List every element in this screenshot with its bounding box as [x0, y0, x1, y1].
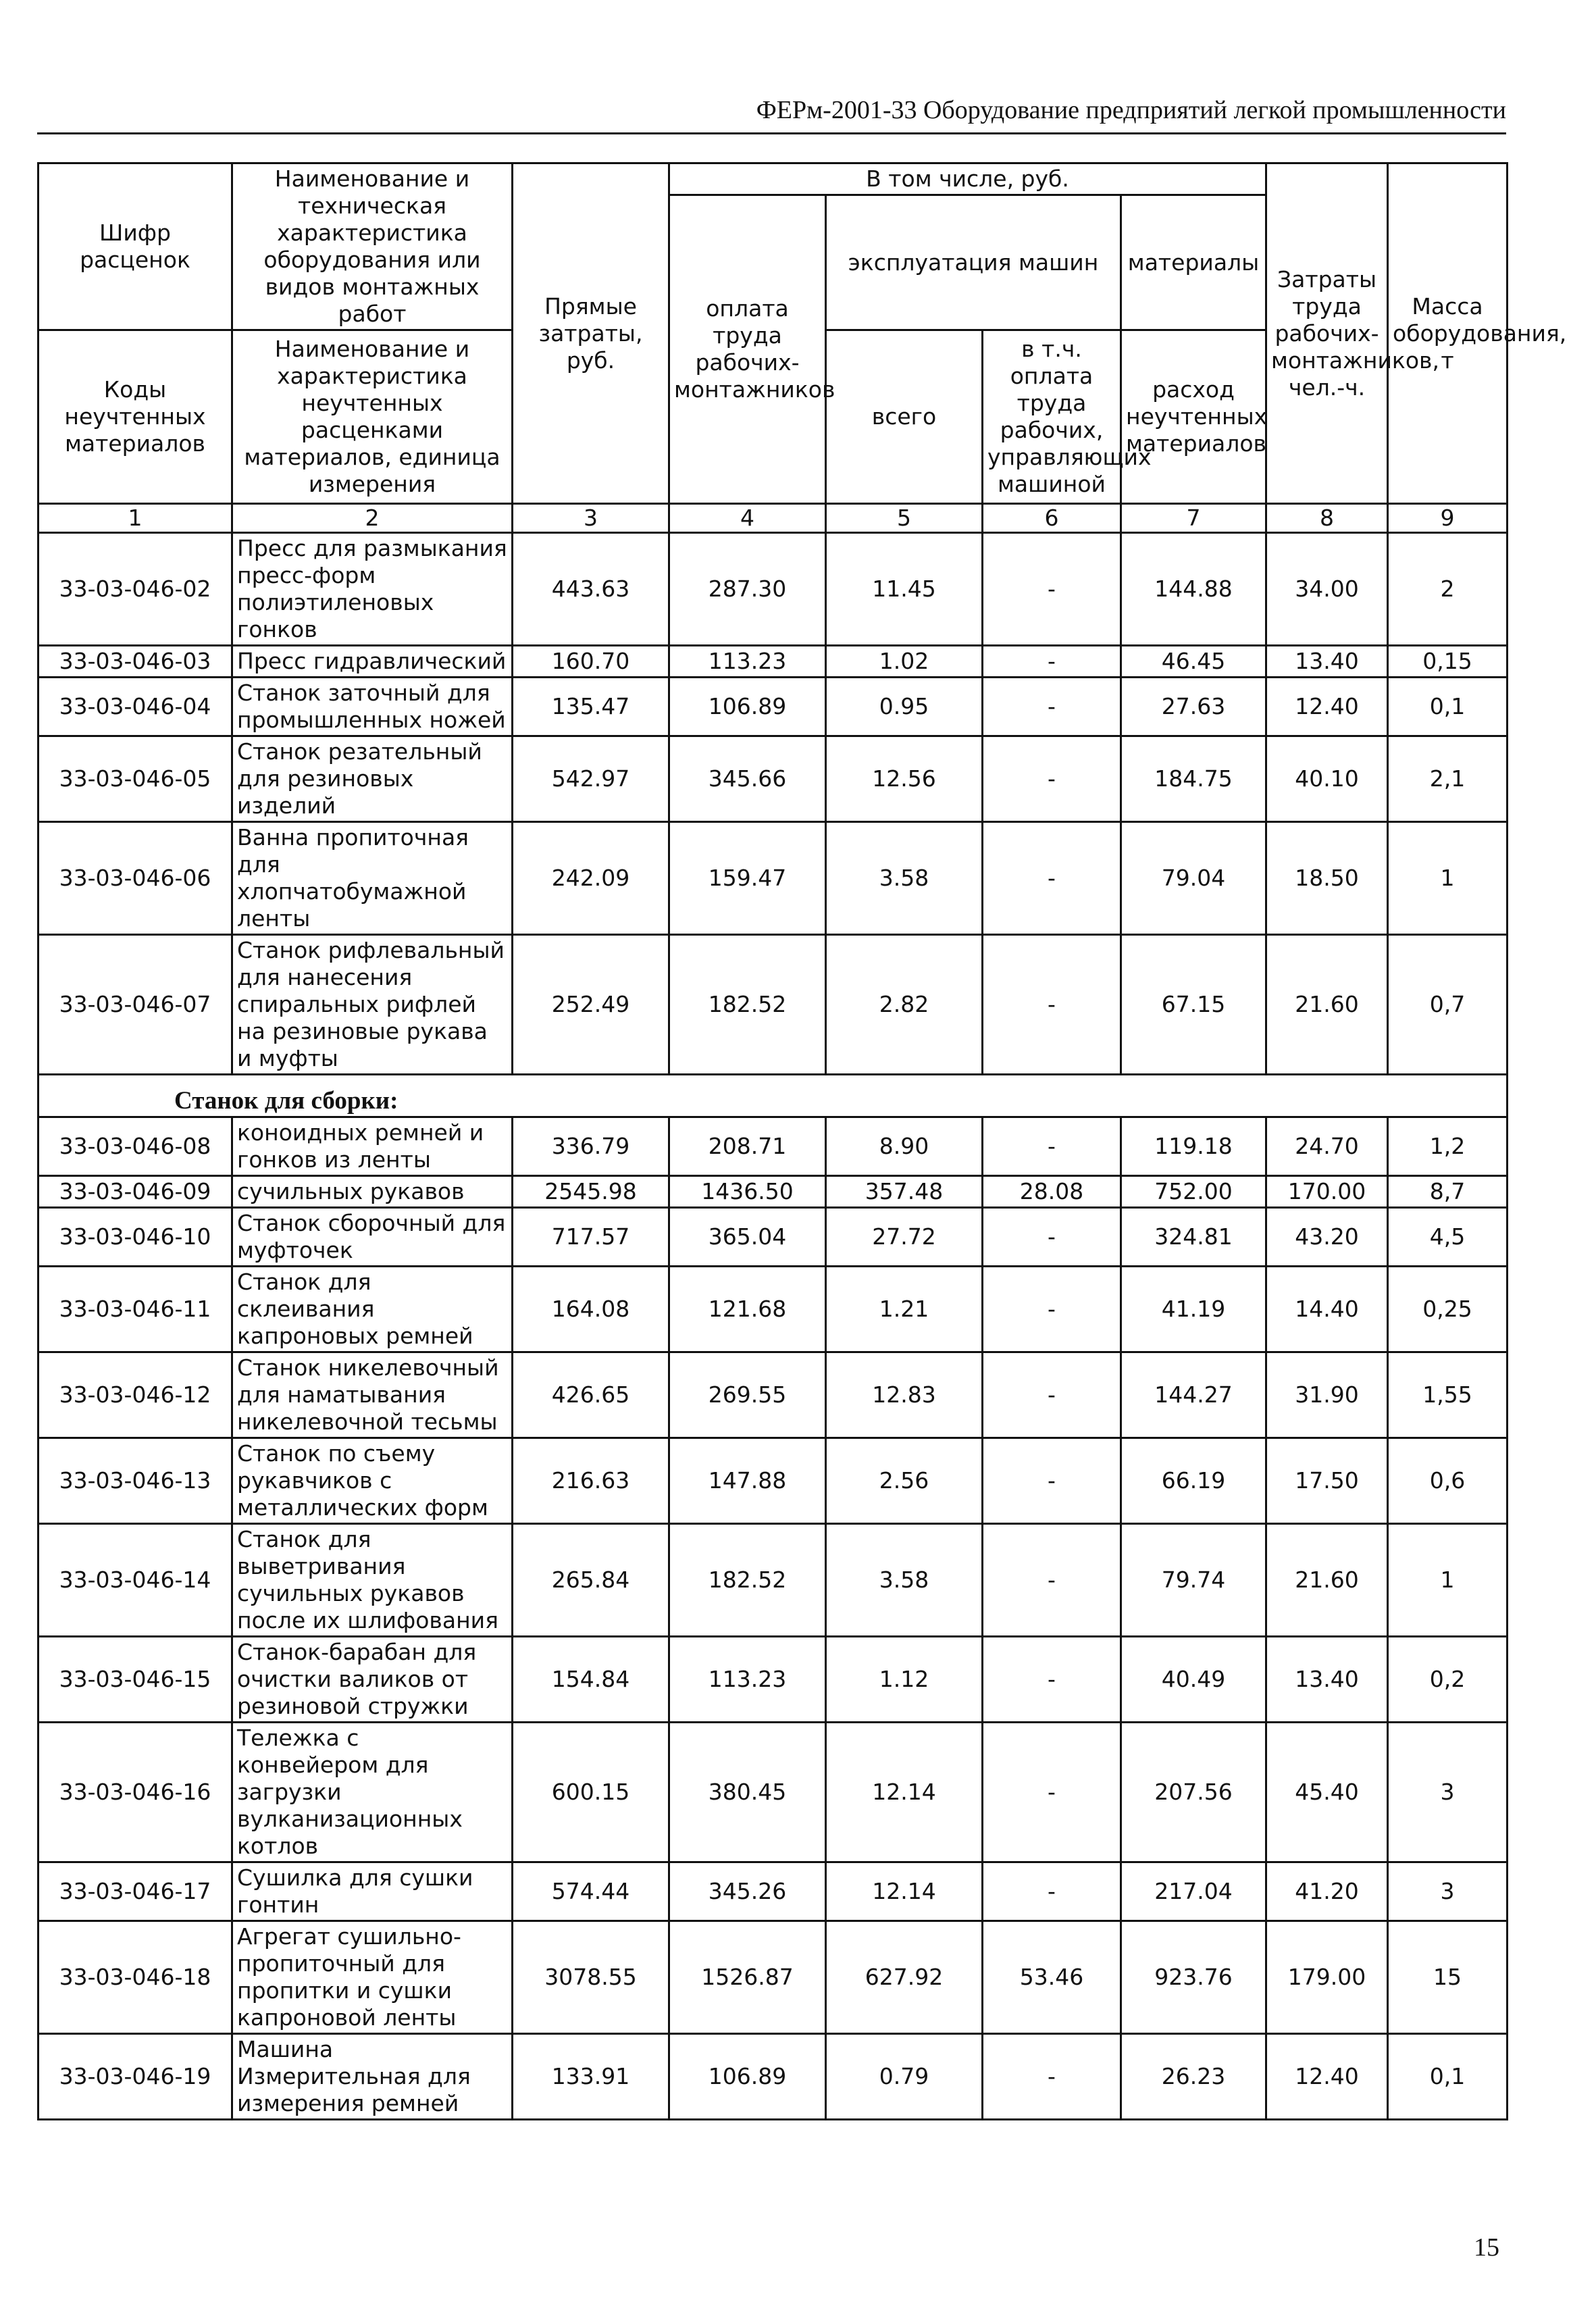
- rate-code: 33-03-046-04: [38, 678, 232, 736]
- header-wages: оплата труда рабочих-монтажников: [669, 195, 826, 504]
- direct-costs: 164.08: [513, 1267, 669, 1352]
- header-name: Наименование и техническая характеристика оборудования или видов монтажных работ: [232, 163, 513, 330]
- equipment-name: Станок заточный для промышленных ножей: [232, 678, 513, 736]
- mass: 1: [1388, 1524, 1508, 1637]
- materials: 119.18: [1121, 1117, 1266, 1176]
- materials: 26.23: [1121, 2034, 1266, 2120]
- labor: 12.40: [1266, 678, 1388, 736]
- machines-total: 12.56: [826, 736, 983, 822]
- wages: 106.89: [669, 2034, 826, 2120]
- table-row: [38, 1862, 1508, 1921]
- mass: 0,2: [1388, 1637, 1508, 1723]
- materials: 79.04: [1121, 822, 1266, 935]
- machines-total: 0.95: [826, 678, 983, 736]
- column-number: 6: [983, 504, 1121, 533]
- materials: 144.27: [1121, 1352, 1266, 1438]
- wages: 287.30: [669, 533, 826, 646]
- rate-code: 33-03-046-03: [38, 646, 232, 678]
- table-row: [38, 1921, 1508, 2034]
- rate-code: 33-03-046-19: [38, 2034, 232, 2120]
- machines-wages: -: [983, 736, 1121, 822]
- column-number: 3: [513, 504, 669, 533]
- labor: 43.20: [1266, 1208, 1388, 1267]
- direct-costs: 336.79: [513, 1117, 669, 1176]
- machines-total: 12.83: [826, 1352, 983, 1438]
- labor: 45.40: [1266, 1723, 1388, 1862]
- column-number: 9: [1388, 504, 1508, 533]
- table-row: [38, 1524, 1508, 1637]
- materials: 66.19: [1121, 1438, 1266, 1524]
- labor: 21.60: [1266, 1524, 1388, 1637]
- direct-costs: 252.49: [513, 935, 669, 1075]
- labor: 31.90: [1266, 1352, 1388, 1438]
- machines-wages: -: [983, 1352, 1121, 1438]
- materials: 144.88: [1121, 533, 1266, 646]
- direct-costs: 133.91: [513, 2034, 669, 2120]
- materials: 207.56: [1121, 1723, 1266, 1862]
- machines-total: 2.56: [826, 1438, 983, 1524]
- machines-total: 8.90: [826, 1117, 983, 1176]
- table-row: [38, 533, 1508, 646]
- mass: 4,5: [1388, 1208, 1508, 1267]
- table-row: [38, 1208, 1508, 1267]
- section-title: Станок для сборки:: [38, 1075, 1508, 1117]
- materials: 40.49: [1121, 1637, 1266, 1723]
- column-numbers-row: [38, 504, 1508, 533]
- labor: 14.40: [1266, 1267, 1388, 1352]
- labor: 18.50: [1266, 822, 1388, 935]
- machines-total: 27.72: [826, 1208, 983, 1267]
- mass: 8,7: [1388, 1176, 1508, 1208]
- mass: 0,1: [1388, 2034, 1508, 2120]
- mass: 3: [1388, 1723, 1508, 1862]
- direct-costs: 2545.98: [513, 1176, 669, 1208]
- equipment-name: Станок сборочный для муфточек: [232, 1208, 513, 1267]
- materials: 67.15: [1121, 935, 1266, 1075]
- direct-costs: 154.84: [513, 1637, 669, 1723]
- header-including: В том числе, руб.: [669, 163, 1266, 195]
- table-row: [38, 1117, 1508, 1176]
- equipment-name: Тележка с конвейером для загрузки вулканизационных котлов: [232, 1723, 513, 1862]
- rate-code: 33-03-046-18: [38, 1921, 232, 2034]
- section-row: [38, 1075, 1508, 1117]
- machines-total: 3.58: [826, 822, 983, 935]
- labor: 13.40: [1266, 646, 1388, 678]
- equipment-name: Станок никелевочный для наматывания никелевочной тесьмы: [232, 1352, 513, 1438]
- mass: 0,25: [1388, 1267, 1508, 1352]
- header-machines-wages: в т.ч. оплата труда рабочих, управляющих машиной: [983, 330, 1121, 504]
- mass: 2: [1388, 533, 1508, 646]
- table-body-b: [38, 1117, 1508, 2120]
- labor: 170.00: [1266, 1176, 1388, 1208]
- machines-wages: 28.08: [983, 1176, 1121, 1208]
- wages: 208.71: [669, 1117, 826, 1176]
- machines-total: 12.14: [826, 1862, 983, 1921]
- machines-wages: -: [983, 646, 1121, 678]
- column-number: 2: [232, 504, 513, 533]
- equipment-name: Станок резательный для резиновых изделий: [232, 736, 513, 822]
- wages: 269.55: [669, 1352, 826, 1438]
- materials: 41.19: [1121, 1267, 1266, 1352]
- machines-wages: -: [983, 1862, 1121, 1921]
- machines-wages: -: [983, 1524, 1121, 1637]
- wages: 345.66: [669, 736, 826, 822]
- machines-total: 1.21: [826, 1267, 983, 1352]
- direct-costs: 242.09: [513, 822, 669, 935]
- materials: 752.00: [1121, 1176, 1266, 1208]
- wages: 106.89: [669, 678, 826, 736]
- equipment-name: Станок для склеивания капроновых ремней: [232, 1267, 513, 1352]
- table-row: [38, 1637, 1508, 1723]
- wages: 1436.50: [669, 1176, 826, 1208]
- mass: 0,7: [1388, 935, 1508, 1075]
- header-direct-costs: Прямые затраты, руб.: [513, 163, 669, 504]
- header-machines: эксплуатация машин: [826, 195, 1121, 330]
- equipment-name: Пресс для размыкания пресс-форм полиэтиленовых гонков: [232, 533, 513, 646]
- rate-code: 33-03-046-17: [38, 1862, 232, 1921]
- direct-costs: 600.15: [513, 1723, 669, 1862]
- table-row: [38, 2034, 1508, 2120]
- rate-code: 33-03-046-06: [38, 822, 232, 935]
- table-row: [38, 1723, 1508, 1862]
- wages: 121.68: [669, 1267, 826, 1352]
- materials: 923.76: [1121, 1921, 1266, 2034]
- machines-wages: -: [983, 935, 1121, 1075]
- machines-wages: -: [983, 2034, 1121, 2120]
- machines-wages: -: [983, 1117, 1121, 1176]
- rates-table: [37, 162, 1567, 2120]
- wages: 345.26: [669, 1862, 826, 1921]
- header-mass: Масса оборудования, т: [1388, 163, 1508, 504]
- direct-costs: 135.47: [513, 678, 669, 736]
- machines-wages: -: [983, 678, 1121, 736]
- materials: 46.45: [1121, 646, 1266, 678]
- header-material-codes: Коды неучтенных материалов: [38, 330, 232, 504]
- machines-wages: -: [983, 1637, 1121, 1723]
- table-row: [38, 678, 1508, 736]
- table-row: [38, 1267, 1508, 1352]
- rate-code: 33-03-046-08: [38, 1117, 232, 1176]
- equipment-name: Станок по съему рукавчиков с металлических форм: [232, 1438, 513, 1524]
- wages: 113.23: [669, 1637, 826, 1723]
- labor: 179.00: [1266, 1921, 1388, 2034]
- direct-costs: 3078.55: [513, 1921, 669, 2034]
- machines-total: 1.12: [826, 1637, 983, 1723]
- wages: 182.52: [669, 1524, 826, 1637]
- wages: 147.88: [669, 1438, 826, 1524]
- mass: 3: [1388, 1862, 1508, 1921]
- machines-wages: 53.46: [983, 1921, 1121, 2034]
- direct-costs: 426.65: [513, 1352, 669, 1438]
- direct-costs: 443.63: [513, 533, 669, 646]
- column-number: 5: [826, 504, 983, 533]
- rate-code: 33-03-046-10: [38, 1208, 232, 1267]
- header-materials: материалы: [1121, 195, 1266, 330]
- machines-wages: -: [983, 822, 1121, 935]
- mass: 1,2: [1388, 1117, 1508, 1176]
- rate-code: 33-03-046-05: [38, 736, 232, 822]
- equipment-name: Агрегат сушильно-пропиточный для пропитки и сушки капроновой ленты: [232, 1921, 513, 2034]
- wages: 365.04: [669, 1208, 826, 1267]
- equipment-name: сучильных рукавов: [232, 1176, 513, 1208]
- page-header: [37, 93, 1506, 134]
- wages: 182.52: [669, 935, 826, 1075]
- rate-code: 33-03-046-11: [38, 1267, 232, 1352]
- materials: 79.74: [1121, 1524, 1266, 1637]
- wages: 113.23: [669, 646, 826, 678]
- machines-wages: -: [983, 1723, 1121, 1862]
- table-row: [38, 822, 1508, 935]
- machines-wages: -: [983, 1267, 1121, 1352]
- equipment-name: Пресс гидравлический: [232, 646, 513, 678]
- direct-costs: 574.44: [513, 1862, 669, 1921]
- wages: 380.45: [669, 1723, 826, 1862]
- rate-code: 33-03-046-09: [38, 1176, 232, 1208]
- labor: 13.40: [1266, 1637, 1388, 1723]
- table-header: [38, 163, 1567, 533]
- table-row: [38, 1176, 1508, 1208]
- materials: 324.81: [1121, 1208, 1266, 1267]
- header-materials-unaccounted: расход неучтенных материалов: [1121, 330, 1266, 504]
- labor: 41.20: [1266, 1862, 1388, 1921]
- mass: 2,1: [1388, 736, 1508, 822]
- table-row: [38, 1352, 1508, 1438]
- mass: 0,15: [1388, 646, 1508, 678]
- table-row: [38, 1438, 1508, 1524]
- materials: 184.75: [1121, 736, 1266, 822]
- header-labor: Затраты труда рабочих-монтажников, чел.-ч.: [1266, 163, 1388, 504]
- mass: 1,55: [1388, 1352, 1508, 1438]
- materials: 217.04: [1121, 1862, 1266, 1921]
- mass: 1: [1388, 822, 1508, 935]
- machines-wages: -: [983, 1438, 1121, 1524]
- labor: 40.10: [1266, 736, 1388, 822]
- column-number: 1: [38, 504, 232, 533]
- table-row: [38, 736, 1508, 822]
- header-machines-total: всего: [826, 330, 983, 504]
- equipment-name: коноидных ремней и гонков из ленты: [232, 1117, 513, 1176]
- table-row: [38, 935, 1508, 1075]
- rate-code: 33-03-046-02: [38, 533, 232, 646]
- rate-code: 33-03-046-12: [38, 1352, 232, 1438]
- column-number: 4: [669, 504, 826, 533]
- machines-wages: -: [983, 1208, 1121, 1267]
- rates-table-wrapper: [37, 162, 1567, 2120]
- machines-total: 1.02: [826, 646, 983, 678]
- labor: 34.00: [1266, 533, 1388, 646]
- rate-code: 33-03-046-13: [38, 1438, 232, 1524]
- table-body-a: [38, 533, 1508, 1117]
- equipment-name: Станок рифлевальный для нанесения спиральных рифлей на резиновые рукава и муфты: [232, 935, 513, 1075]
- rate-code: 33-03-046-14: [38, 1524, 232, 1637]
- table-row: [38, 646, 1508, 678]
- materials: 27.63: [1121, 678, 1266, 736]
- machines-total: 0.79: [826, 2034, 983, 2120]
- equipment-name: Ванна пропиточная для хлопчатобумажной ленты: [232, 822, 513, 935]
- equipment-name: Станок-барабан для очистки валиков от резиновой стружки: [232, 1637, 513, 1723]
- labor: 12.40: [1266, 2034, 1388, 2120]
- machines-total: 357.48: [826, 1176, 983, 1208]
- mass: 15: [1388, 1921, 1508, 2034]
- page-number: 15: [1474, 2233, 1499, 2262]
- column-number: 7: [1121, 504, 1266, 533]
- equipment-name: Сушилка для сушки гонтин: [232, 1862, 513, 1921]
- rate-code: 33-03-046-16: [38, 1723, 232, 1862]
- column-number: 8: [1266, 504, 1388, 533]
- labor: 24.70: [1266, 1117, 1388, 1176]
- equipment-name: Станок для выветривания сучильных рукавов после их шлифования: [232, 1524, 513, 1637]
- direct-costs: 216.63: [513, 1438, 669, 1524]
- mass: 0,6: [1388, 1438, 1508, 1524]
- machines-total: 627.92: [826, 1921, 983, 2034]
- machines-wages: -: [983, 533, 1121, 646]
- header-material-name: Наименование и характеристика неучтенных расценками материалов, единица измерения: [232, 330, 513, 504]
- page-header-title: ФЕРм-2001-33 Оборудование предприятий легкой промышленности: [756, 96, 1506, 124]
- machines-total: 2.82: [826, 935, 983, 1075]
- direct-costs: 542.97: [513, 736, 669, 822]
- rate-code: 33-03-046-07: [38, 935, 232, 1075]
- wages: 159.47: [669, 822, 826, 935]
- machines-total: 11.45: [826, 533, 983, 646]
- machines-total: 12.14: [826, 1723, 983, 1862]
- mass: 0,1: [1388, 678, 1508, 736]
- direct-costs: 265.84: [513, 1524, 669, 1637]
- direct-costs: 160.70: [513, 646, 669, 678]
- direct-costs: 717.57: [513, 1208, 669, 1267]
- wages: 1526.87: [669, 1921, 826, 2034]
- header-code: Шифр расценок: [38, 163, 232, 330]
- labor: 21.60: [1266, 935, 1388, 1075]
- rate-code: 33-03-046-15: [38, 1637, 232, 1723]
- equipment-name: Машина Измерительная для измерения ремней: [232, 2034, 513, 2120]
- machines-total: 3.58: [826, 1524, 983, 1637]
- labor: 17.50: [1266, 1438, 1388, 1524]
